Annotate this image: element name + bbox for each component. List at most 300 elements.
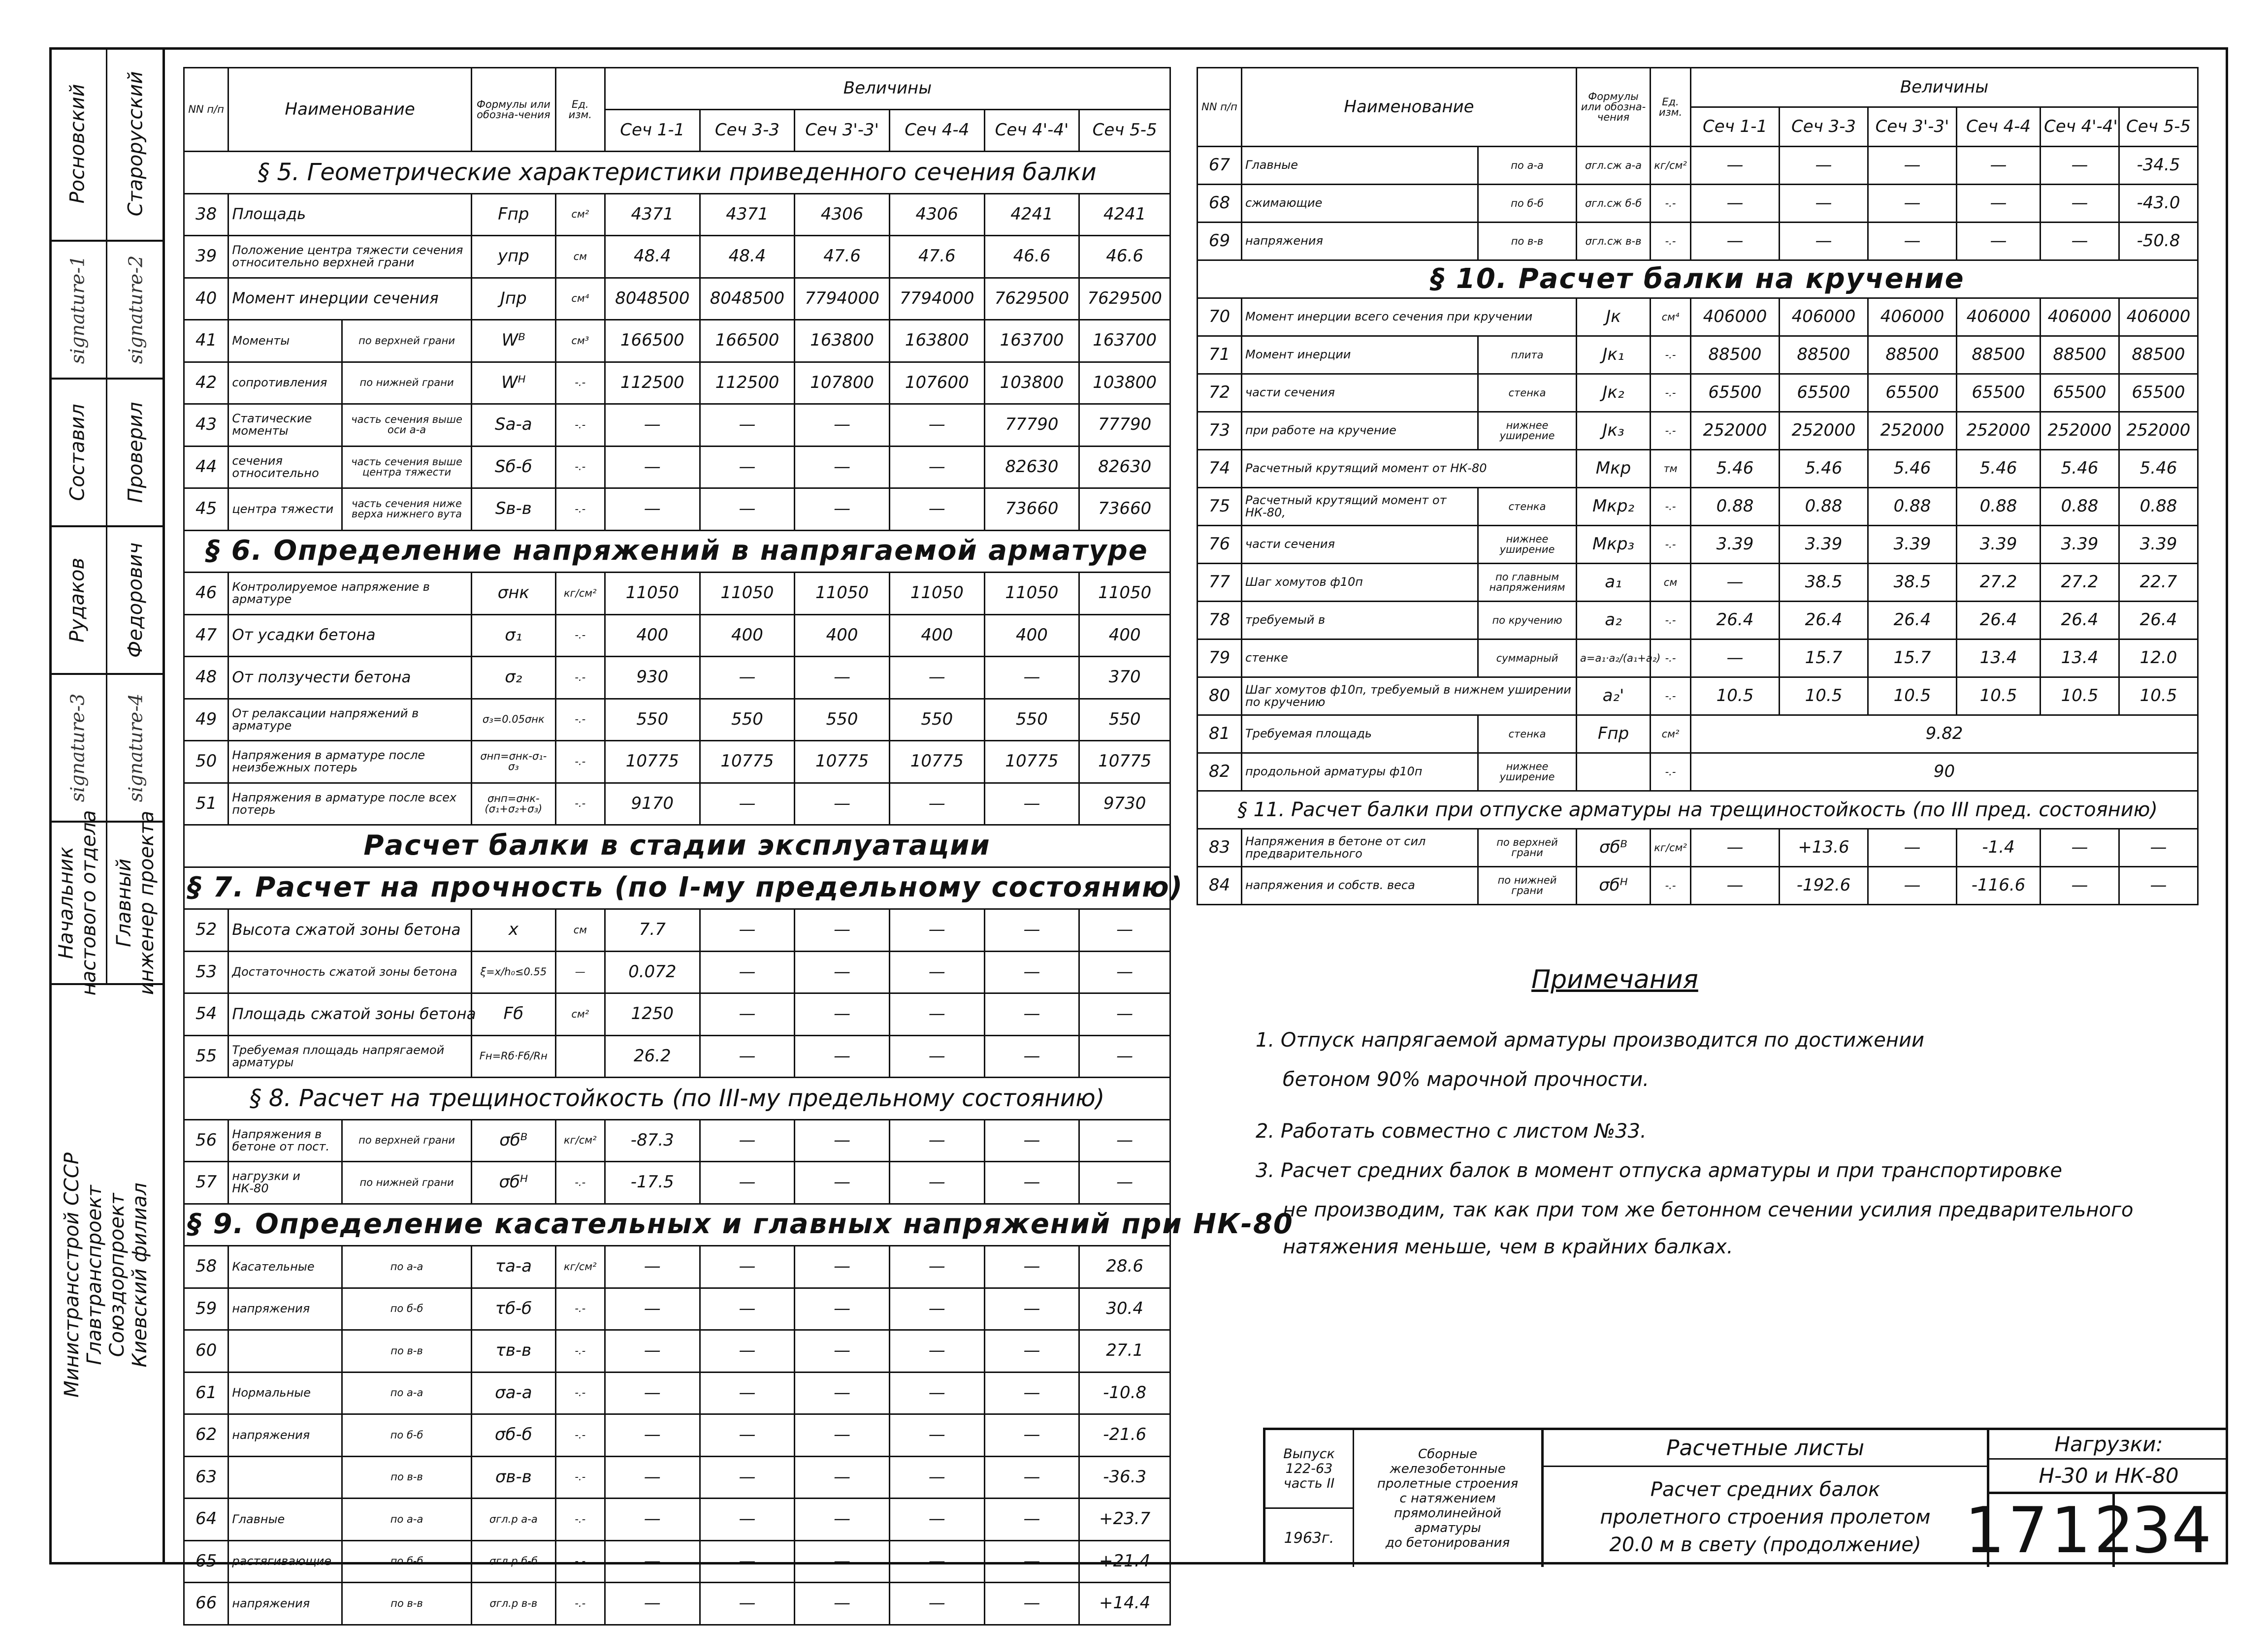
row-subname: по а-а [342,1499,472,1541]
value-cell: — [984,993,1079,1036]
value-cell: — [984,951,1079,993]
value-cell: — [1079,951,1170,993]
section-col-header: Сеч 3'-3' [1868,107,1957,147]
row-name: Момент инерции [1242,336,1478,374]
row-number: 48 [184,657,228,699]
header-row [1198,68,2198,107]
sidebar-col-left [49,380,106,525]
section-col-header: Сеч 4-4 [1957,107,2041,147]
row-subname: по б-б [342,1288,472,1330]
row-name: Напряжения в бетоне от пост. [228,1119,342,1162]
note-line: 2. Работать совместно с листом №33. [1256,1120,1647,1143]
unit: см⁴ [555,278,605,320]
value-cell: 88500 [2119,336,2198,374]
note-line: 1. Отпуск напрягаемой арматуры производится по достижении [1256,1029,1924,1052]
section-col-header: Сеч 3'-3' [795,110,890,152]
row-number: 65 [184,1540,228,1583]
issue-cell: Выпуск 122-63 часть II [1265,1430,1354,1509]
value-cell: 5.46 [1691,450,1780,488]
value-cell: 4371 [605,193,700,236]
unit: кг/см² [555,1246,605,1288]
value-cell: — [889,1414,984,1457]
unit: -.- [1651,223,1691,260]
value-cell: 5.46 [1868,450,1957,488]
table-row [1198,867,2198,905]
value-cell: 550 [1079,699,1170,741]
value-cell: -36.3 [1079,1456,1170,1499]
value-cell: 9170 [605,783,700,825]
formula: σ₂ [472,657,556,699]
value-cell: — [889,1035,984,1078]
row-number: 80 [1198,677,1242,715]
value-cell: — [700,1499,795,1541]
value-cell: 26.4 [1780,602,1868,639]
table-row [1198,677,2198,715]
value-cell: — [795,488,890,531]
section-row [184,152,1170,194]
value-cell: 400 [605,614,700,657]
value-cell: — [889,1499,984,1541]
row-subname: по верхней грани [1478,829,1577,867]
sidebar-col-right [106,380,164,525]
row-number: 38 [184,193,228,236]
value-cell: -116.6 [1957,867,2041,905]
value-cell: — [984,1583,1079,1625]
unit: -.- [555,488,605,531]
value-cell: — [889,1288,984,1330]
value-cell: 406000 [2119,298,2198,336]
unit: см² [555,193,605,236]
value-cell: 90 [1691,753,2198,791]
value-cell: — [1079,1035,1170,1078]
row-number: 64 [184,1499,228,1541]
formula: σ₁ [472,614,556,657]
row-name: Положение центра тяжести сечения относительно верхней грани [228,236,472,278]
value-cell: 4241 [1079,193,1170,236]
row-name: Моменты [228,320,342,362]
value-cell: — [889,488,984,531]
unit: -.- [1651,639,1691,677]
table-row [184,446,1170,488]
value-cell: — [889,1162,984,1204]
formula: σ₃=0.05σнк [472,699,556,741]
formula: σбᴴ [1577,867,1651,905]
row-number: 44 [184,446,228,488]
section-col-header: Сеч 3-3 [700,110,795,152]
value-cell: — [1691,867,1780,905]
col-num-header: NN п/п [1198,68,1242,147]
row-name: центра тяжести [228,488,342,531]
value-cell: 26.4 [2041,602,2119,639]
value-cell: +14.4 [1079,1583,1170,1625]
section-row [184,1204,1170,1246]
table-row [1198,564,2198,602]
row-name: Достаточность сжатой зоны бетона [228,951,472,993]
value-cell: 15.7 [1780,639,1868,677]
note-line: 3. Расчет средних балок в момент отпуска арматуры и при транспортировке [1256,1159,2062,1182]
value-cell: 30.4 [1079,1288,1170,1330]
value-cell: — [2041,185,2119,223]
value-cell: — [700,1540,795,1583]
value-cell: — [2041,147,2119,185]
unit: -.- [1651,374,1691,412]
value-cell: 8048500 [700,278,795,320]
sidebar-label: Главный инженер проекта [113,810,159,995]
sidebar-col-right [106,810,164,995]
value-cell: 1250 [605,993,700,1036]
value-cell: — [984,1288,1079,1330]
value-cell: -17.5 [605,1162,700,1204]
unit: -.- [1651,677,1691,715]
value-cell: — [1691,223,1780,260]
row-name: сопротивления [228,362,342,404]
value-cell: — [1691,147,1780,185]
value-cell: — [700,657,795,699]
section-col-header: Сеч 1-1 [605,110,700,152]
sidebar-cell [49,527,162,675]
unit: кг/см² [1651,147,1691,185]
section-col-header: Сеч 3-3 [1780,107,1868,147]
col-name-header: Наименование [1242,68,1577,147]
value-cell: 10775 [700,741,795,783]
formula: ξ=x/h₀≤0.55 [472,951,556,993]
row-subname: по нижней грани [342,1162,472,1204]
value-cell: 10.5 [2041,677,2119,715]
note-line: бетоном 90% марочной прочности. [1283,1068,1649,1091]
year-cell: 1963г. [1265,1509,1354,1567]
table-row [184,1119,1170,1162]
value-cell: 400 [889,614,984,657]
value-cell: — [1079,1162,1170,1204]
value-cell: 13.4 [1957,639,2041,677]
row-number: 40 [184,278,228,320]
value-cell: — [700,1414,795,1457]
row-number: 47 [184,614,228,657]
value-cell: — [700,993,795,1036]
value-cell: — [700,1162,795,1204]
row-number: 41 [184,320,228,362]
unit: см² [555,993,605,1036]
value-cell: 9.82 [1691,715,2198,753]
value-cell: 0.88 [1780,488,1868,526]
value-cell: +13.6 [1780,829,1868,867]
value-cell: 163700 [984,320,1079,362]
sidebar-cell [49,810,162,996]
row-subname: по а-а [1478,147,1577,185]
table-row [184,1162,1170,1204]
value-cell: 28.6 [1079,1246,1170,1288]
row-subname: часть сечения выше центра тяжести [342,446,472,488]
row-subname: стенка [1478,715,1577,753]
value-cell: — [889,446,984,488]
value-cell: 11050 [1079,573,1170,615]
table-row [1198,488,2198,526]
row-name [228,1330,342,1373]
value-cell: 73660 [1079,488,1170,531]
value-cell: — [700,1035,795,1078]
row-name: требуемый в [1242,602,1478,639]
value-cell: 7794000 [795,278,890,320]
row-subname: по а-а [342,1372,472,1414]
table-row [184,909,1170,952]
row-name: Шаг хомутов ф10п [1242,564,1478,602]
value-cell: — [795,1162,890,1204]
value-cell: 4241 [984,193,1079,236]
row-number: 81 [1198,715,1242,753]
row-number: 55 [184,1035,228,1078]
formula: σгл.р а-а [472,1499,556,1541]
row-number: 57 [184,1162,228,1204]
row-subname: по б-б [1478,185,1577,223]
note-line: натяжения меньше, чем в крайних балках. [1283,1236,1733,1258]
section-heading: § 9. Определение касательных и главных напряжений при НК-80 [184,1204,1170,1246]
row-number: 82 [1198,753,1242,791]
value-cell: 27.1 [1079,1330,1170,1373]
value-cell: 3.39 [2041,526,2119,564]
table-row [184,193,1170,236]
table-row [184,1540,1170,1583]
value-cell: — [605,446,700,488]
table-row [1198,526,2198,564]
table-row [1198,298,2198,336]
unit: -.- [555,1288,605,1330]
row-number: 53 [184,951,228,993]
sidebar-col-left [49,527,106,673]
sidebar-label: Рудаков [66,557,89,643]
value-cell: — [605,1246,700,1288]
formula: a₂ [1577,602,1651,639]
value-cell: — [795,783,890,825]
row-name: Момент инерции всего сечения при кручении [1242,298,1577,336]
col-formula-header: Формулы или обозна-чения [1577,68,1651,147]
unit: -.- [1651,753,1691,791]
sidebar-label: Федорович [124,542,147,658]
value-cell: — [700,1246,795,1288]
row-number: 59 [184,1288,228,1330]
row-number: 74 [1198,450,1242,488]
row-number: 60 [184,1330,228,1373]
value-cell: — [984,1035,1079,1078]
unit: см² [1651,715,1691,753]
value-cell: — [889,1456,984,1499]
value-cell: 11050 [984,573,1079,615]
series-cell: Сборные железобетонные пролетные строения с натяжением прямолинейной арматуры до бетонирования [1354,1430,1544,1567]
unit: -.- [1651,602,1691,639]
value-cell: 3.39 [2119,526,2198,564]
value-cell: -43.0 [2119,185,2198,223]
value-cell: — [605,404,700,447]
load-label: Нагрузки: [1987,1430,2228,1460]
value-cell: — [1079,993,1170,1036]
value-cell: 65500 [1868,374,1957,412]
table-row [184,1372,1170,1414]
value-cell: — [984,1330,1079,1373]
row-subname: по верхней грани [342,320,472,362]
row-name: Расчетный крутящий момент от НК-80, [1242,488,1478,526]
value-cell: — [1868,185,1957,223]
value-cell: 48.4 [700,236,795,278]
value-cell: 252000 [2119,412,2198,450]
value-cell: 406000 [1691,298,1780,336]
value-cell: 88500 [1868,336,1957,374]
value-cell: — [984,1499,1079,1541]
value-cell: 550 [984,699,1079,741]
values-header: Величины [1691,68,2198,107]
formula: σбᴮ [472,1119,556,1162]
value-cell: 3.39 [1957,526,2041,564]
unit: см [1651,564,1691,602]
value-cell: 26.4 [2119,602,2198,639]
unit: тм [1651,450,1691,488]
value-cell: — [1691,639,1780,677]
row-subname: по в-в [342,1456,472,1499]
formula: Mкр [1577,450,1651,488]
unit: кг/см² [555,1119,605,1162]
album-number: 1712 [1965,1494,2137,1567]
formula: σбᴮ [1577,829,1651,867]
section-heading: § 10. Расчет балки на кручение [1198,260,2198,298]
section-col-header: Сеч 5-5 [2119,107,2198,147]
row-subname: по нижней грани [1478,867,1577,905]
section-heading: § 11. Расчет балки при отпуске арматуры на трещиностойкость (по III пред. состоянию) [1198,791,2198,829]
table-row [184,1035,1170,1078]
value-cell: — [984,909,1079,952]
section-heading: Расчет балки в стадии эксплуатации [184,825,1170,867]
row-name: Главные [228,1499,342,1541]
note-line: не производим, так как при том же бетонном сечении усилия предварительного [1283,1199,2134,1221]
value-cell: — [889,909,984,952]
row-number: 61 [184,1372,228,1414]
formula: Jк₂ [1577,374,1651,412]
value-cell: 65500 [2041,374,2119,412]
value-cell: — [1780,185,1868,223]
value-cell: — [795,1456,890,1499]
value-cell: 400 [1079,614,1170,657]
value-cell: — [1868,829,1957,867]
value-cell: 11050 [795,573,890,615]
sheet-subject: Расчет средних балок пролетного строения пролетом 20.0 м в свету (продолжение) [1600,1478,1931,1556]
section-heading: § 7. Расчет на прочность (по I-му предельному состоянию) [184,867,1170,909]
sidebar-col-left [49,242,106,378]
row-number: 67 [1198,147,1242,185]
row-subname: по нижней грани [342,362,472,404]
formula: Jк [1577,298,1651,336]
value-cell: — [889,404,984,447]
row-subname: по кручению [1478,602,1577,639]
row-number: 62 [184,1414,228,1457]
value-cell: — [795,404,890,447]
col-unit-header: Ед. изм. [555,68,605,152]
formula: σгл.сж а-а [1577,147,1651,185]
value-cell: 406000 [2041,298,2119,336]
col-unit-header: Ед. изм. [1651,68,1691,147]
sidebar-label: Росновский [66,84,89,203]
value-cell: +21.4 [1079,1540,1170,1583]
notes-title: Примечания [1531,965,1698,994]
value-cell: — [795,993,890,1036]
value-cell: 103800 [1079,362,1170,404]
row-number: 68 [1198,185,1242,223]
value-cell: — [984,1372,1079,1414]
value-cell: 7.7 [605,909,700,952]
value-cell: 65500 [1780,374,1868,412]
row-name: Площадь сжатой зоны бетона [228,993,472,1036]
formula: Fн=Rб·Fб/Rн [472,1035,556,1078]
row-name: нагрузки и НК-80 [228,1162,342,1204]
unit: -.- [555,1456,605,1499]
value-cell: 5.46 [2119,450,2198,488]
value-cell: 82630 [1079,446,1170,488]
row-number: 69 [1198,223,1242,260]
value-cell: 10.5 [2119,677,2198,715]
row-number: 66 [184,1583,228,1625]
formula: σбᴴ [472,1162,556,1204]
row-number: 51 [184,783,228,825]
table-row [184,573,1170,615]
unit: -.- [1651,526,1691,564]
value-cell: -10.8 [1079,1372,1170,1414]
value-cell: 252000 [1780,412,1868,450]
value-cell: 46.6 [984,236,1079,278]
table-row [1198,602,2198,639]
table-row [184,993,1170,1036]
section-col-header: Сеч 4'-4' [984,110,1079,152]
formula: σгл.р б-б [472,1540,556,1583]
value-cell: — [795,1119,890,1162]
row-number: 58 [184,1246,228,1288]
value-cell: 252000 [1691,412,1780,450]
row-subname: часть сечения выше оси а-а [342,404,472,447]
value-cell: 400 [795,614,890,657]
row-number: 45 [184,488,228,531]
value-cell: 7794000 [889,278,984,320]
value-cell: 88500 [1691,336,1780,374]
row-name: Площадь [228,193,472,236]
sidebar-cell [49,985,162,1564]
unit: -.- [555,1372,605,1414]
unit: — [555,951,605,993]
formula: a₂' [1577,677,1651,715]
row-name: Нормальные [228,1372,342,1414]
row-subname: по а-а [342,1246,472,1288]
value-cell: -21.6 [1079,1414,1170,1457]
row-name: Напряжения в бетоне от сил предварительного [1242,829,1478,867]
value-cell: 3.39 [1780,526,1868,564]
value-cell: — [605,1456,700,1499]
value-cell: — [795,951,890,993]
value-cell: 8048500 [605,278,700,320]
value-cell: — [889,657,984,699]
value-cell: 4371 [700,193,795,236]
row-name: сечения относительно [228,446,342,488]
table-row [184,741,1170,783]
value-cell: 10.5 [1691,677,1780,715]
value-cell: 0.88 [1868,488,1957,526]
row-name: части сечения [1242,374,1478,412]
value-cell: 11050 [700,573,795,615]
sidebar-cell [49,380,162,527]
table-row [1198,147,2198,185]
row-name: растягивающие [228,1540,342,1583]
unit: -.- [555,1330,605,1373]
value-cell: — [605,1372,700,1414]
value-cell: 5.46 [1780,450,1868,488]
value-cell: 10.5 [1957,677,2041,715]
value-cell: — [984,1162,1079,1204]
table-row [184,1456,1170,1499]
table-row [184,951,1170,993]
value-cell: — [889,993,984,1036]
